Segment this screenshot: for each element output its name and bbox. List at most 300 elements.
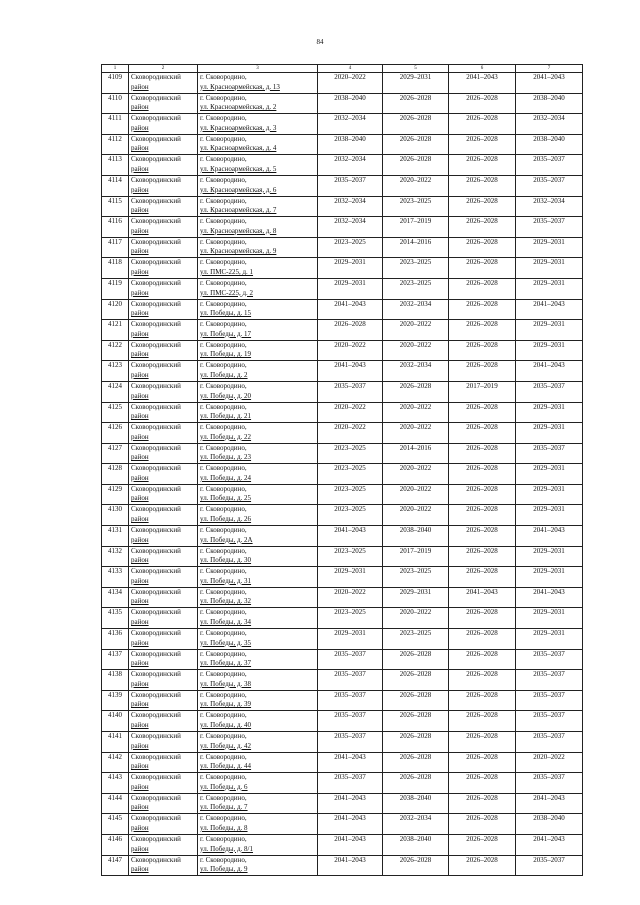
period-col5: 2026–2028 <box>383 690 449 711</box>
table-row <box>102 752 583 773</box>
period-col4: 2041–2043 <box>318 814 383 835</box>
period-col7: 2035–2037 <box>516 670 583 691</box>
table-row <box>102 258 583 279</box>
row-number: 4111 <box>102 114 129 135</box>
period-col7: 2035–2037 <box>516 732 583 753</box>
period-col6: 2026–2028 <box>449 505 516 526</box>
row-number: 4144 <box>102 793 129 814</box>
period-col4: 2035–2037 <box>318 773 383 794</box>
period-col7: 2041–2043 <box>516 793 583 814</box>
table-row <box>102 690 583 711</box>
period-col4: 2023–2025 <box>318 484 383 505</box>
district-cell: Сковородинский район <box>129 711 198 732</box>
period-col7: 2020–2022 <box>516 752 583 773</box>
table-row <box>102 361 583 382</box>
address-cell: г. Сковородино, ул. Красноармейская, д. 5 <box>198 155 318 176</box>
column-number-row <box>102 65 583 73</box>
period-col4: 2041–2043 <box>318 752 383 773</box>
period-col4: 2020–2022 <box>318 340 383 361</box>
district-cell: Сковородинский район <box>129 629 198 650</box>
address-cell: г. Сковородино, ул. Победы, д. 30 <box>198 546 318 567</box>
table-row <box>102 340 583 361</box>
address-cell: г. Сковородино, ул. Победы, д. 26 <box>198 505 318 526</box>
table-row <box>102 711 583 732</box>
period-col6: 2026–2028 <box>449 608 516 629</box>
address-cell: г. Сковородино, ул. Победы, д. 34 <box>198 608 318 629</box>
row-number: 4124 <box>102 381 129 402</box>
period-col5: 2026–2028 <box>383 114 449 135</box>
table-row <box>102 855 583 876</box>
address-cell: г. Сковородино, ул. Победы, д. 38 <box>198 670 318 691</box>
period-col6: 2026–2028 <box>449 93 516 114</box>
address-cell: г. Сковородино, ул. Победы, д. 2А <box>198 526 318 547</box>
district-cell: Сковородинский район <box>129 464 198 485</box>
address-cell: г. Сковородино, ул. Красноармейская, д. 6 <box>198 175 318 196</box>
table-row <box>102 484 583 505</box>
period-col7: 2029–2031 <box>516 567 583 588</box>
row-number: 4113 <box>102 155 129 176</box>
period-col5: 2023–2025 <box>383 258 449 279</box>
period-col6: 2026–2028 <box>449 443 516 464</box>
district-cell: Сковородинский район <box>129 402 198 423</box>
period-col7: 2029–2031 <box>516 629 583 650</box>
period-col6: 2041–2043 <box>449 587 516 608</box>
period-col4: 2023–2025 <box>318 546 383 567</box>
row-number: 4127 <box>102 443 129 464</box>
period-col7: 2035–2037 <box>516 711 583 732</box>
period-col4: 2023–2025 <box>318 464 383 485</box>
address-cell: г. Сковородино, ул. Победы, д. 8/1 <box>198 834 318 855</box>
address-cell: г. Сковородино, ул. Победы, д. 24 <box>198 464 318 485</box>
period-col4: 2041–2043 <box>318 361 383 382</box>
district-cell: Сковородинский район <box>129 381 198 402</box>
district-cell: Сковородинский район <box>129 814 198 835</box>
table-row <box>102 567 583 588</box>
period-col4: 2020–2022 <box>318 423 383 444</box>
period-col7: 2029–2031 <box>516 258 583 279</box>
period-col5: 2026–2028 <box>383 93 449 114</box>
period-col4: 2020–2022 <box>318 587 383 608</box>
district-cell: Сковородинский район <box>129 567 198 588</box>
period-col6: 2026–2028 <box>449 629 516 650</box>
table-row <box>102 670 583 691</box>
row-number: 4136 <box>102 629 129 650</box>
district-cell: Сковородинский район <box>129 320 198 341</box>
period-col6: 2026–2028 <box>449 855 516 876</box>
period-col7: 2035–2037 <box>516 175 583 196</box>
period-col5: 2020–2022 <box>383 402 449 423</box>
table-row <box>102 834 583 855</box>
period-col7: 2032–2034 <box>516 196 583 217</box>
period-col6: 2026–2028 <box>449 299 516 320</box>
district-cell: Сковородинский район <box>129 237 198 258</box>
district-cell: Сковородинский район <box>129 505 198 526</box>
table-row <box>102 649 583 670</box>
period-col6: 2026–2028 <box>449 423 516 444</box>
table-row <box>102 732 583 753</box>
address-cell: г. Сковородино, ул. Победы, д. 22 <box>198 423 318 444</box>
period-col5: 2020–2022 <box>383 175 449 196</box>
page-number: 84 <box>316 38 324 46</box>
period-col5: 2023–2025 <box>383 278 449 299</box>
address-cell: г. Сковородино, ул. Победы, д. 42 <box>198 732 318 753</box>
period-col4: 2038–2040 <box>318 93 383 114</box>
row-number: 4137 <box>102 649 129 670</box>
district-cell: Сковородинский район <box>129 834 198 855</box>
period-col4: 2041–2043 <box>318 834 383 855</box>
period-col5: 2026–2028 <box>383 155 449 176</box>
row-number: 4129 <box>102 484 129 505</box>
period-col6: 2026–2028 <box>449 361 516 382</box>
period-col6: 2026–2028 <box>449 526 516 547</box>
period-col6: 2026–2028 <box>449 402 516 423</box>
table-row <box>102 278 583 299</box>
period-col7: 2035–2037 <box>516 690 583 711</box>
period-col5: 2026–2028 <box>383 752 449 773</box>
address-cell: г. Сковородино, ул. Красноармейская, д. 4 <box>198 134 318 155</box>
district-cell: Сковородинский район <box>129 155 198 176</box>
period-col5: 2038–2040 <box>383 793 449 814</box>
period-col5: 2026–2028 <box>383 855 449 876</box>
period-col7: 2029–2031 <box>516 278 583 299</box>
address-cell: г. Сковородино, ул. Победы, д. 6 <box>198 773 318 794</box>
row-number: 4126 <box>102 423 129 444</box>
address-cell: г. Сковородино, ул. Победы, д. 40 <box>198 711 318 732</box>
district-cell: Сковородинский район <box>129 546 198 567</box>
period-col4: 2035–2037 <box>318 649 383 670</box>
address-cell: г. Сковородино, ул. Красноармейская, д. 2 <box>198 93 318 114</box>
period-col5: 2026–2028 <box>383 773 449 794</box>
row-number: 4143 <box>102 773 129 794</box>
district-cell: Сковородинский район <box>129 649 198 670</box>
period-col5: 2017–2019 <box>383 546 449 567</box>
district-cell: Сковородинский район <box>129 484 198 505</box>
period-col7: 2029–2031 <box>516 505 583 526</box>
address-cell: г. Сковородино, ул. Победы, д. 23 <box>198 443 318 464</box>
row-number: 4130 <box>102 505 129 526</box>
table-row <box>102 587 583 608</box>
address-cell: г. Сковородино, ул. Победы, д. 25 <box>198 484 318 505</box>
district-cell: Сковородинский район <box>129 258 198 279</box>
row-number: 4147 <box>102 855 129 876</box>
period-col6: 2026–2028 <box>449 732 516 753</box>
address-cell: г. Сковородино, ул. ПМС-225, д. 1 <box>198 258 318 279</box>
row-number: 4112 <box>102 134 129 155</box>
period-col6: 2026–2028 <box>449 484 516 505</box>
table-row <box>102 505 583 526</box>
period-col5: 2020–2022 <box>383 484 449 505</box>
table-row <box>102 175 583 196</box>
period-col7: 2038–2040 <box>516 814 583 835</box>
address-cell: г. Сковородино, ул. Победы, д. 19 <box>198 340 318 361</box>
district-cell: Сковородинский район <box>129 114 198 135</box>
period-col5: 2020–2022 <box>383 423 449 444</box>
period-col5: 2020–2022 <box>383 464 449 485</box>
table-row <box>102 546 583 567</box>
table-row <box>102 381 583 402</box>
address-cell: г. Сковородино, ул. ПМС-225, д. 2 <box>198 278 318 299</box>
district-cell: Сковородинский район <box>129 278 198 299</box>
period-col5: 2026–2028 <box>383 732 449 753</box>
period-col7: 2035–2037 <box>516 649 583 670</box>
period-col6: 2026–2028 <box>449 217 516 238</box>
row-number: 4123 <box>102 361 129 382</box>
period-col6: 2026–2028 <box>449 670 516 691</box>
period-col6: 2026–2028 <box>449 237 516 258</box>
period-col6: 2041–2043 <box>449 73 516 94</box>
address-cell: г. Сковородино, ул. Победы, д. 35 <box>198 629 318 650</box>
row-number: 4119 <box>102 278 129 299</box>
period-col7: 2041–2043 <box>516 361 583 382</box>
period-col5: 2020–2022 <box>383 608 449 629</box>
period-col7: 2029–2031 <box>516 464 583 485</box>
period-col7: 2041–2043 <box>516 526 583 547</box>
row-number: 4122 <box>102 340 129 361</box>
row-number: 4140 <box>102 711 129 732</box>
district-cell: Сковородинский район <box>129 855 198 876</box>
period-col6: 2026–2028 <box>449 814 516 835</box>
district-cell: Сковородинский район <box>129 732 198 753</box>
row-number: 4116 <box>102 217 129 238</box>
column-header: 1 <box>102 65 129 73</box>
period-col7: 2029–2031 <box>516 320 583 341</box>
table-row <box>102 793 583 814</box>
address-cell: г. Сковородино, ул. Красноармейская, д. 8 <box>198 217 318 238</box>
period-col5: 2014–2016 <box>383 237 449 258</box>
row-number: 4134 <box>102 587 129 608</box>
table-row <box>102 155 583 176</box>
period-col7: 2035–2037 <box>516 443 583 464</box>
period-col4: 2023–2025 <box>318 505 383 526</box>
row-number: 4109 <box>102 73 129 94</box>
row-number: 4114 <box>102 175 129 196</box>
period-col7: 2041–2043 <box>516 834 583 855</box>
period-col5: 2026–2028 <box>383 134 449 155</box>
address-cell: г. Сковородино, ул. Красноармейская, д. 13 <box>198 73 318 94</box>
table-row <box>102 73 583 94</box>
period-col5: 2026–2028 <box>383 670 449 691</box>
period-col5: 2032–2034 <box>383 361 449 382</box>
period-col7: 2035–2037 <box>516 155 583 176</box>
row-number: 4121 <box>102 320 129 341</box>
address-cell: г. Сковородино, ул. Победы, д. 2 <box>198 361 318 382</box>
period-col5: 2017–2019 <box>383 217 449 238</box>
period-col5: 2023–2025 <box>383 196 449 217</box>
district-cell: Сковородинский район <box>129 175 198 196</box>
district-cell: Сковородинский район <box>129 134 198 155</box>
period-col7: 2035–2037 <box>516 217 583 238</box>
district-cell: Сковородинский район <box>129 196 198 217</box>
district-cell: Сковородинский район <box>129 340 198 361</box>
period-col6: 2026–2028 <box>449 155 516 176</box>
period-col6: 2026–2028 <box>449 834 516 855</box>
period-col5: 2029–2031 <box>383 587 449 608</box>
period-col7: 2041–2043 <box>516 587 583 608</box>
table-body <box>102 65 583 876</box>
row-number: 4139 <box>102 690 129 711</box>
period-col5: 2020–2022 <box>383 505 449 526</box>
address-cell: г. Сковородино, ул. Победы, д. 39 <box>198 690 318 711</box>
period-col7: 2029–2031 <box>516 237 583 258</box>
district-cell: Сковородинский район <box>129 608 198 629</box>
period-col4: 2032–2034 <box>318 114 383 135</box>
address-cell: г. Сковородино, ул. Победы, д. 9 <box>198 855 318 876</box>
row-number: 4115 <box>102 196 129 217</box>
row-number: 4131 <box>102 526 129 547</box>
period-col6: 2026–2028 <box>449 340 516 361</box>
address-cell: г. Сковородино, ул. Победы, д. 20 <box>198 381 318 402</box>
column-header: 6 <box>449 65 516 73</box>
column-header: 4 <box>318 65 383 73</box>
district-cell: Сковородинский район <box>129 526 198 547</box>
table-row <box>102 608 583 629</box>
period-col6: 2026–2028 <box>449 690 516 711</box>
address-cell: г. Сковородино, ул. Победы, д. 8 <box>198 814 318 835</box>
period-col6: 2026–2028 <box>449 175 516 196</box>
row-number: 4117 <box>102 237 129 258</box>
table-row <box>102 629 583 650</box>
period-col7: 2041–2043 <box>516 73 583 94</box>
period-col6: 2026–2028 <box>449 546 516 567</box>
period-col5: 2023–2025 <box>383 567 449 588</box>
row-number: 4138 <box>102 670 129 691</box>
period-col4: 2029–2031 <box>318 258 383 279</box>
district-cell: Сковородинский район <box>129 443 198 464</box>
period-col7: 2041–2043 <box>516 299 583 320</box>
period-col4: 2041–2043 <box>318 793 383 814</box>
period-col7: 2035–2037 <box>516 381 583 402</box>
period-col4: 2029–2031 <box>318 278 383 299</box>
district-cell: Сковородинский район <box>129 93 198 114</box>
address-cell: г. Сковородино, ул. Победы, д. 32 <box>198 587 318 608</box>
period-col4: 2020–2022 <box>318 73 383 94</box>
period-col7: 2038–2040 <box>516 93 583 114</box>
district-cell: Сковородинский район <box>129 752 198 773</box>
period-col4: 2038–2040 <box>318 134 383 155</box>
table-row <box>102 196 583 217</box>
address-cell: г. Сковородино, ул. Красноармейская, д. 3 <box>198 114 318 135</box>
period-col5: 2029–2031 <box>383 73 449 94</box>
period-col7: 2029–2031 <box>516 484 583 505</box>
district-cell: Сковородинский район <box>129 423 198 444</box>
address-cell: г. Сковородино, ул. Победы, д. 37 <box>198 649 318 670</box>
period-col4: 2041–2043 <box>318 299 383 320</box>
table-row <box>102 134 583 155</box>
period-col6: 2026–2028 <box>449 134 516 155</box>
row-number: 4141 <box>102 732 129 753</box>
table-row <box>102 773 583 794</box>
column-header: 3 <box>198 65 318 73</box>
period-col4: 2020–2022 <box>318 402 383 423</box>
table-row <box>102 93 583 114</box>
period-col5: 2026–2028 <box>383 381 449 402</box>
column-header: 7 <box>516 65 583 73</box>
district-cell: Сковородинский район <box>129 217 198 238</box>
column-header: 5 <box>383 65 449 73</box>
period-col6: 2026–2028 <box>449 711 516 732</box>
district-cell: Сковородинский район <box>129 773 198 794</box>
table-row <box>102 464 583 485</box>
period-col7: 2029–2031 <box>516 402 583 423</box>
table-row <box>102 443 583 464</box>
address-cell: г. Сковородино, ул. Победы, д. 15 <box>198 299 318 320</box>
row-number: 4135 <box>102 608 129 629</box>
period-col5: 2020–2022 <box>383 340 449 361</box>
period-col4: 2035–2037 <box>318 381 383 402</box>
period-col4: 2041–2043 <box>318 526 383 547</box>
period-col6: 2026–2028 <box>449 649 516 670</box>
period-col4: 2029–2031 <box>318 567 383 588</box>
row-number: 4125 <box>102 402 129 423</box>
address-cell: г. Сковородино, ул. Победы, д. 44 <box>198 752 318 773</box>
period-col6: 2026–2028 <box>449 567 516 588</box>
row-number: 4142 <box>102 752 129 773</box>
period-col5: 2026–2028 <box>383 649 449 670</box>
address-cell: г. Сковородино, ул. Победы, д. 7 <box>198 793 318 814</box>
period-col6: 2026–2028 <box>449 196 516 217</box>
period-col4: 2035–2037 <box>318 711 383 732</box>
period-col7: 2029–2031 <box>516 608 583 629</box>
column-header: 2 <box>129 65 198 73</box>
district-cell: Сковородинский район <box>129 793 198 814</box>
register-table <box>101 64 583 876</box>
period-col6: 2026–2028 <box>449 114 516 135</box>
district-cell: Сковородинский район <box>129 73 198 94</box>
period-col7: 2035–2037 <box>516 773 583 794</box>
period-col6: 2026–2028 <box>449 752 516 773</box>
period-col4: 2026–2028 <box>318 320 383 341</box>
period-col6: 2026–2028 <box>449 793 516 814</box>
period-col5: 2014–2016 <box>383 443 449 464</box>
period-col7: 2035–2037 <box>516 855 583 876</box>
period-col6: 2026–2028 <box>449 773 516 794</box>
period-col5: 2038–2040 <box>383 834 449 855</box>
period-col6: 2026–2028 <box>449 278 516 299</box>
period-col4: 2032–2034 <box>318 155 383 176</box>
table-row <box>102 299 583 320</box>
period-col6: 2026–2028 <box>449 258 516 279</box>
period-col4: 2035–2037 <box>318 690 383 711</box>
period-col4: 2035–2037 <box>318 670 383 691</box>
table-row <box>102 526 583 547</box>
period-col5: 2020–2022 <box>383 320 449 341</box>
row-number: 4128 <box>102 464 129 485</box>
row-number: 4110 <box>102 93 129 114</box>
row-number: 4145 <box>102 814 129 835</box>
address-cell: г. Сковородино, ул. Победы, д. 21 <box>198 402 318 423</box>
table-row <box>102 423 583 444</box>
district-cell: Сковородинский район <box>129 690 198 711</box>
period-col7: 2029–2031 <box>516 423 583 444</box>
table-row <box>102 402 583 423</box>
district-cell: Сковородинский район <box>129 670 198 691</box>
period-col5: 2032–2034 <box>383 814 449 835</box>
address-cell: г. Сковородино, ул. Победы, д. 31 <box>198 567 318 588</box>
period-col6: 2026–2028 <box>449 464 516 485</box>
period-col5: 2023–2025 <box>383 629 449 650</box>
period-col4: 2041–2043 <box>318 855 383 876</box>
address-cell: г. Сковородино, ул. Красноармейская, д. 9 <box>198 237 318 258</box>
row-number: 4120 <box>102 299 129 320</box>
table-row <box>102 237 583 258</box>
table-row <box>102 320 583 341</box>
district-cell: Сковородинский район <box>129 361 198 382</box>
address-cell: г. Сковородино, ул. Победы, д. 17 <box>198 320 318 341</box>
row-number: 4118 <box>102 258 129 279</box>
period-col4: 2023–2025 <box>318 443 383 464</box>
period-col5: 2026–2028 <box>383 711 449 732</box>
period-col4: 2035–2037 <box>318 175 383 196</box>
